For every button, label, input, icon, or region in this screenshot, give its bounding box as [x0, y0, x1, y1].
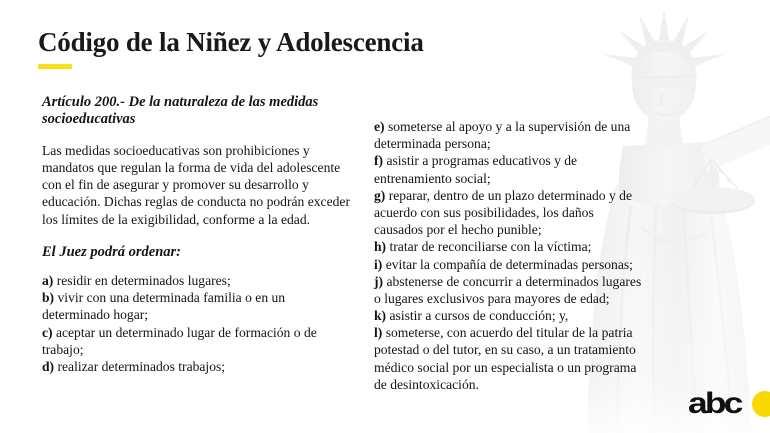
clause-item: [374, 187, 642, 239]
clause-text: residir en determinados lugares;: [53, 273, 231, 289]
clause-marker: c): [42, 324, 53, 340]
clause-item: [42, 358, 354, 375]
clause-text: reparar, dentro de un plazo determinado y de acuerdo con sus posibilidades, los daños causados por el hecho punible;: [374, 187, 633, 238]
clause-text: realizar determinados trabajos;: [54, 359, 226, 375]
clause-marker: a): [42, 273, 54, 289]
clause-item: [374, 324, 642, 393]
clause-item: [374, 118, 642, 152]
page-title: Código de la Niñez y Adolescencia: [38, 27, 424, 57]
clause-item: [374, 238, 642, 255]
article-body-paragraph: Las medidas socioeducativas son prohibiciones y mandatos que regulan la forma de vida del adolescente con el fin de asegurar y promover su desarrollo y educación. Dichas reglas de conducta no podrán exceder los límites de la exigibilidad, conforme a la edad.: [42, 142, 350, 227]
left-clause-list: [42, 272, 354, 375]
clause-text: someterse, con acuerdo del titular de la patria potestad o del tutor, en su caso, a un tratamiento médico social por un especialista o un programa de desintoxicación.: [374, 325, 637, 392]
orders-heading: El Juez podrá ordenar:: [42, 243, 181, 260]
clause-marker: h): [374, 239, 387, 255]
clause-item: [42, 289, 354, 323]
yellow-dot-icon: [752, 391, 770, 417]
title-accent-bar: [38, 64, 72, 69]
clause-text: aceptar un determinado lugar de formación o de trabajo;: [42, 324, 317, 357]
clause-item: [374, 273, 642, 307]
clause-text: asistir a cursos de conducción; y,: [386, 308, 569, 324]
clause-text: evitar la compañía de determinadas personas;: [382, 256, 633, 272]
clause-item: [374, 307, 642, 324]
article-heading: Artículo 200.- De la naturaleza de las medidas socioeducativas: [42, 94, 319, 128]
clause-text: abstenerse de concurrir a determinados lugares o lugares exclusivos para mayores de edad;: [374, 273, 642, 306]
clause-text: tratar de reconciliarse con la víctima;: [386, 239, 592, 255]
clause-marker: e): [374, 119, 385, 134]
right-clause-list: [374, 118, 642, 393]
right-column: [374, 94, 642, 393]
clause-marker: i): [374, 256, 383, 272]
page-header: [38, 28, 424, 69]
left-column: [42, 94, 354, 375]
clause-marker: k): [374, 308, 387, 324]
clause-item: [42, 272, 354, 289]
clause-text: vivir con una determinada familia o en un determinado hogar;: [42, 290, 286, 323]
clause-marker: j): [374, 273, 384, 289]
clause-marker: g): [374, 187, 386, 203]
clause-text: someterse al apoyo y a la supervisión de una determinada persona;: [374, 119, 631, 152]
clause-item: [374, 152, 642, 186]
clause-marker: l): [374, 325, 383, 341]
abc-logo[interactable]: [688, 389, 770, 419]
abc-wordmark: abc: [687, 387, 741, 420]
clause-marker: f): [374, 153, 384, 169]
clause-marker: b): [42, 290, 55, 306]
clause-marker: d): [42, 359, 55, 375]
clause-item: [374, 256, 642, 273]
clause-text: asistir a programas educativos y de entrenamiento social;: [374, 153, 578, 186]
clause-item: [42, 324, 354, 358]
